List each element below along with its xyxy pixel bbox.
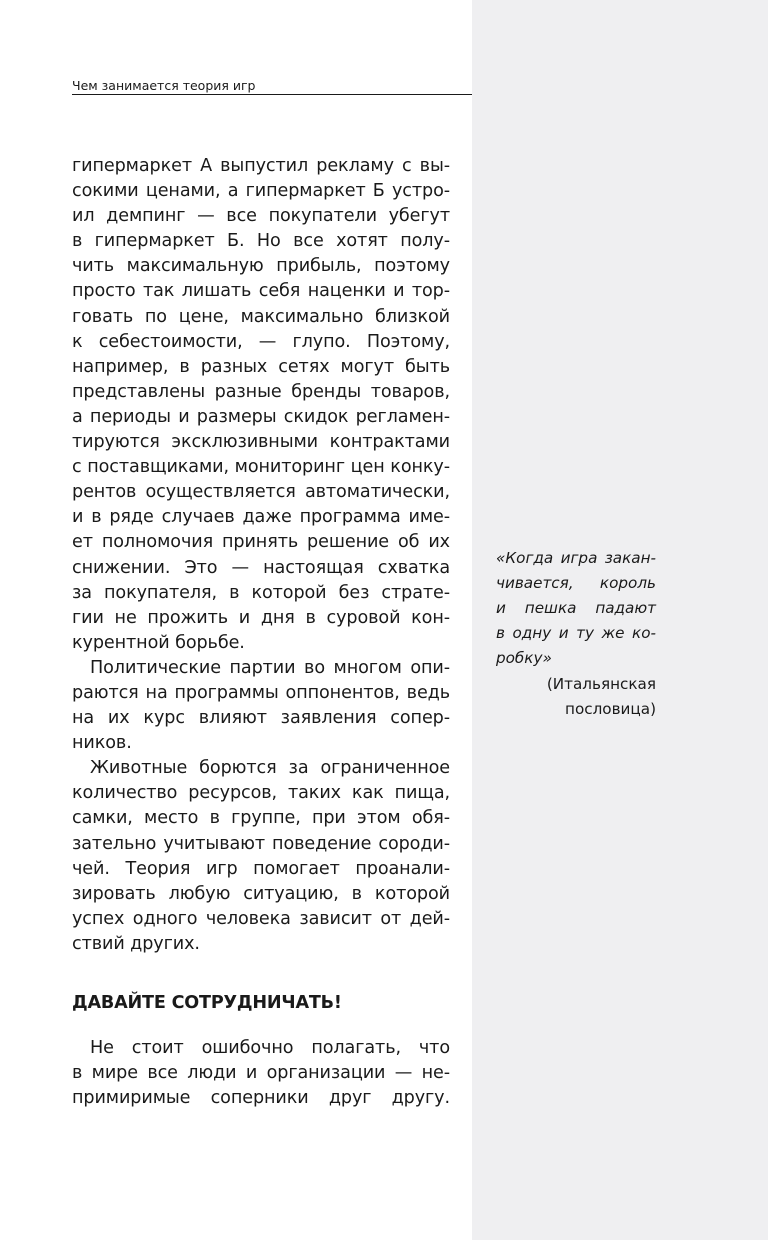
quote-line: «Когда игра закан- xyxy=(496,549,656,567)
text-line: гипермаркет А выпустил рекламу с вы- xyxy=(72,156,450,176)
text-line: снижении. Это — настоящая схватка xyxy=(72,557,450,578)
text-line: на их курс влияют заявления сопер- xyxy=(72,708,450,729)
section-heading: ДАВАЙТЕ СОТРУДНИЧАТЬ! xyxy=(72,993,342,1013)
quote-attribution xyxy=(496,672,656,722)
text-line: чить максимальную прибыль, поэтому xyxy=(72,256,450,277)
quote-line: и пешка падают xyxy=(496,599,656,617)
text-line: зировать любую ситуацию, в которой xyxy=(72,883,450,904)
text-line: успех одного человека зависит от дей- xyxy=(72,908,450,929)
body-text xyxy=(72,154,450,957)
text-line: количество ресурсов, таких как пища, xyxy=(72,783,450,804)
text-line: в мире все люди и организации — не- xyxy=(72,1063,450,1084)
text-line: представлены разные бренды товаров, xyxy=(72,381,450,402)
text-line: например, в разных сетях могут быть xyxy=(72,356,450,377)
running-header: Чем занимается теория игр xyxy=(72,78,256,93)
header-rule xyxy=(72,94,472,95)
text-line: самки, место в группе, при этом обя- xyxy=(72,808,450,829)
quote-line: робку» xyxy=(496,649,552,667)
attribution-line: (Итальянская xyxy=(546,675,656,693)
text-line: за покупателя, в которой без страте- xyxy=(72,582,450,603)
text-line: Политические партии во многом опи- xyxy=(90,657,450,678)
text-line: к себестоимости, — глупо. Поэтому, xyxy=(72,331,450,352)
text-line: Не стоит ошибочно полагать, что xyxy=(90,1038,450,1058)
text-line: курентной борьбе. xyxy=(72,632,245,653)
text-line: говать по цене, максимально близкой xyxy=(72,306,450,327)
attribution-line: пословица) xyxy=(565,700,656,718)
text-line: раются на программы оппонентов, ведь xyxy=(72,682,450,703)
text-line: ников. xyxy=(72,733,132,754)
text-line: и в ряде случаев даже программа име- xyxy=(72,507,450,528)
text-line: просто так лишать себя наценки и тор- xyxy=(72,281,450,302)
text-line: примиримые соперники друг другу. xyxy=(72,1088,450,1109)
text-line: рентов осуществляется автоматически, xyxy=(72,482,450,503)
text-line: ет полномочия принять решение об их xyxy=(72,532,450,553)
text-line: зательно учитывают поведение сороди- xyxy=(72,833,450,854)
text-line: чей. Теория игр помогает проанали- xyxy=(72,858,450,879)
text-line: Животные борются за ограниченное xyxy=(90,758,450,779)
text-line: ил демпинг — все покупатели убегут xyxy=(72,206,450,227)
text-line: в гипермаркет Б. Но все хотят полу- xyxy=(72,231,450,252)
body-text-continued xyxy=(72,1036,450,1111)
text-line: ствий других. xyxy=(72,933,200,954)
text-line: тируются эксклюзивными контрактами xyxy=(72,432,450,453)
quote-line: чивается, король xyxy=(496,574,656,592)
text-line: гии не прожить и дня в суровой кон- xyxy=(72,607,450,628)
text-line: с поставщиками, мониторинг цен конку- xyxy=(72,457,450,478)
epigraph-quote xyxy=(496,546,656,671)
text-line: сокими ценами, а гипермаркет Б устро- xyxy=(72,181,450,202)
text-line: а периоды и размеры скидок регламен- xyxy=(72,406,450,427)
quote-line: в одну и ту же ко- xyxy=(496,624,656,642)
